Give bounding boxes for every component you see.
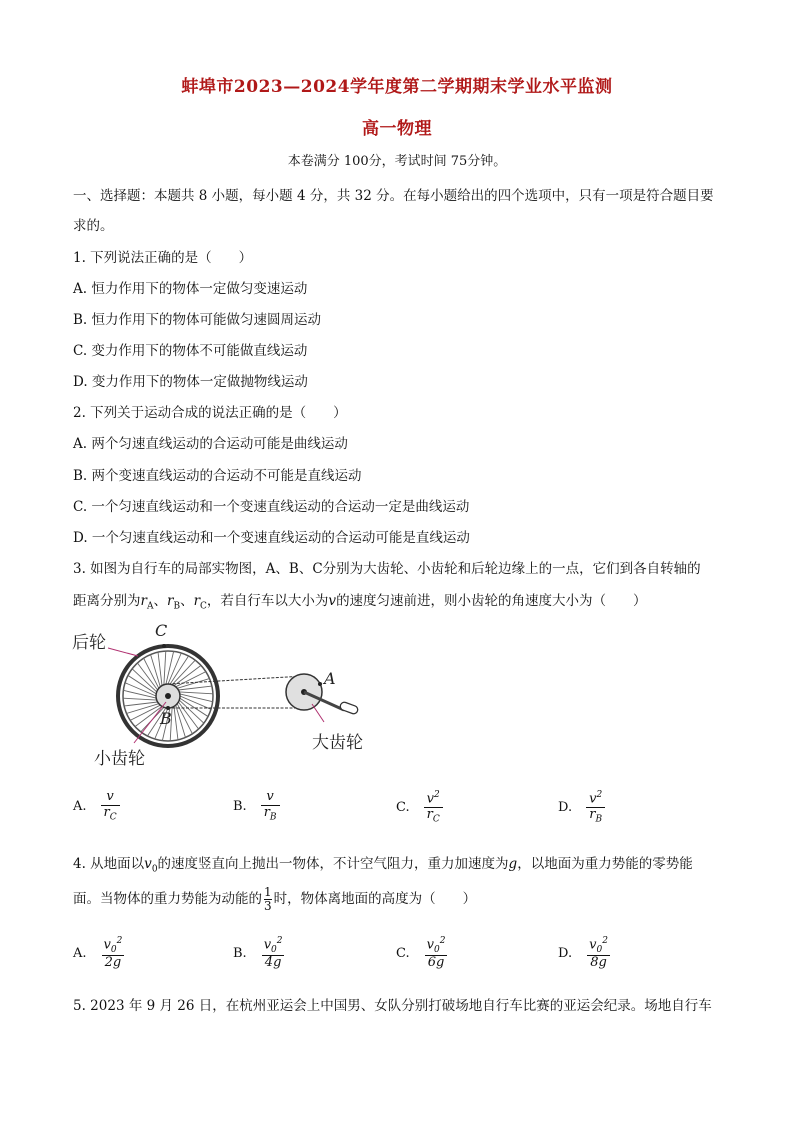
q1-option-a: A. 恒力作用下的物体一定做匀变速运动 <box>73 281 308 297</box>
q2-option-b: B. 两个变速直线运动的合运动不可能是直线运动 <box>73 468 362 484</box>
q3-option-a: A. $\frac{v}{r_C}$ <box>73 790 120 823</box>
rear-wheel-pointer <box>108 648 138 656</box>
q1-stem: 1. 下列说法正确的是（ ） <box>73 250 253 266</box>
q2-stem: 2. 下列关于运动合成的说法正确的是（ ） <box>73 405 347 421</box>
point-a-label: A <box>324 669 336 688</box>
rear-wheel-label: 后轮 <box>72 633 106 653</box>
section-intro-line1: 一、选择题：本题共 8 小题，每小题 4 分，共 32 分。在每小题给出的四个选项中，只有一项是符合题目要 <box>73 188 714 204</box>
exam-subtitle: 本卷满分 100分，考试时间 75分钟。 <box>287 154 507 169</box>
section-intro-line2: 求的。 <box>73 218 114 234</box>
q4-option-d: D. $\frac{v_0^2}{8g}$ <box>558 936 611 971</box>
point-a-marker <box>318 682 322 686</box>
point-c-label: C <box>155 621 168 640</box>
q1-option-d: D. 变力作用下的物体一定做抛物线运动 <box>73 374 308 390</box>
q5-stem-line1: 5. 2023 年 9 月 26 日，在杭州亚运会上中国男、女队分别打破场地自行车比赛的亚运会纪录。场地自行车 <box>73 998 712 1014</box>
point-c-marker <box>162 644 166 648</box>
q2-option-c: C. 一个匀速直线运动和一个变速直线运动的合运动一定是曲线运动 <box>73 499 470 515</box>
small-gear-label: 小齿轮 <box>94 749 145 769</box>
q3-option-d: D. $\frac{v^2}{r_B}$ <box>558 790 605 825</box>
spoke <box>179 692 213 694</box>
bicycle-figure <box>66 618 386 778</box>
q3-options <box>73 790 733 830</box>
spoke <box>164 651 166 685</box>
fraction: $\frac{v_0^2}{6g}$ <box>426 936 446 971</box>
pedal <box>339 701 359 715</box>
spoke <box>123 698 157 700</box>
q1-option-b: B. 恒力作用下的物体可能做匀速圆周运动 <box>73 312 322 328</box>
rear-axle <box>165 693 171 699</box>
q2-option-a: A. 两个匀速直线运动的合运动可能是曲线运动 <box>73 436 348 452</box>
fraction: $\frac{v_0^2}{2g}$ <box>103 936 123 971</box>
fraction: $\frac{v^2}{r_C}$ <box>424 790 443 825</box>
q4-options <box>73 936 733 976</box>
fraction: $\frac{v_0^2}{4g}$ <box>263 936 283 971</box>
one-third-fraction: $\frac{1}{3}$ <box>264 885 272 914</box>
q4-option-c: C. $\frac{v_0^2}{6g}$ <box>396 936 448 971</box>
q3-stem-line1: 3. 如图为自行车的局部实物图，A、B、C分别为大齿轮、小齿轮和后轮边缘上的一点，它们到各自转轴的 <box>73 561 701 577</box>
q3-stem-line2: 距离分别为$r_A$、$r_B$、$r_C$，若自行车以大小为v的速度匀速前进，则小齿轮的角速度大小为（ ） <box>73 593 647 612</box>
q4-option-a: A. $\frac{v_0^2}{2g}$ <box>73 936 125 971</box>
q4-stem-line2: 面。当物体的重力势能为动能的 $\frac{1}{3}$ 时，物体离地面的高度为（ ） <box>73 885 477 914</box>
q3-option-b: B. $\frac{v}{r_B}$ <box>233 790 280 823</box>
q4-option-b: B. $\frac{v_0^2}{4g}$ <box>233 936 286 971</box>
fraction: $\frac{v}{r_C}$ <box>101 790 120 823</box>
fraction: $\frac{v_0^2}{8g}$ <box>589 936 608 971</box>
point-b-label: B <box>160 709 172 728</box>
fraction: $\frac{v}{r_B}$ <box>261 790 280 823</box>
big-gear-pointer <box>312 704 324 722</box>
fraction: $\frac{v^2}{r_B}$ <box>586 790 605 825</box>
q3-option-c: C. $\frac{v^2}{r_C}$ <box>396 790 443 825</box>
exam-title: 蚌埠市2023—2024学年度第二学期期末学业水平监测 <box>181 77 613 97</box>
q2-option-d: D. 一个匀速直线运动和一个变速直线运动的合运动可能是直线运动 <box>73 530 470 546</box>
exam-subject: 高一物理 <box>362 119 432 139</box>
big-gear-label: 大齿轮 <box>312 733 363 753</box>
q1-option-c: C. 变力作用下的物体不可能做直线运动 <box>73 343 308 359</box>
q4-stem-line1: 4. 从地面以$v_0$的速度竖直向上抛出一物体，不计空气阻力，重力加速度为g，以地面为重力势能的零势能 <box>73 856 693 875</box>
